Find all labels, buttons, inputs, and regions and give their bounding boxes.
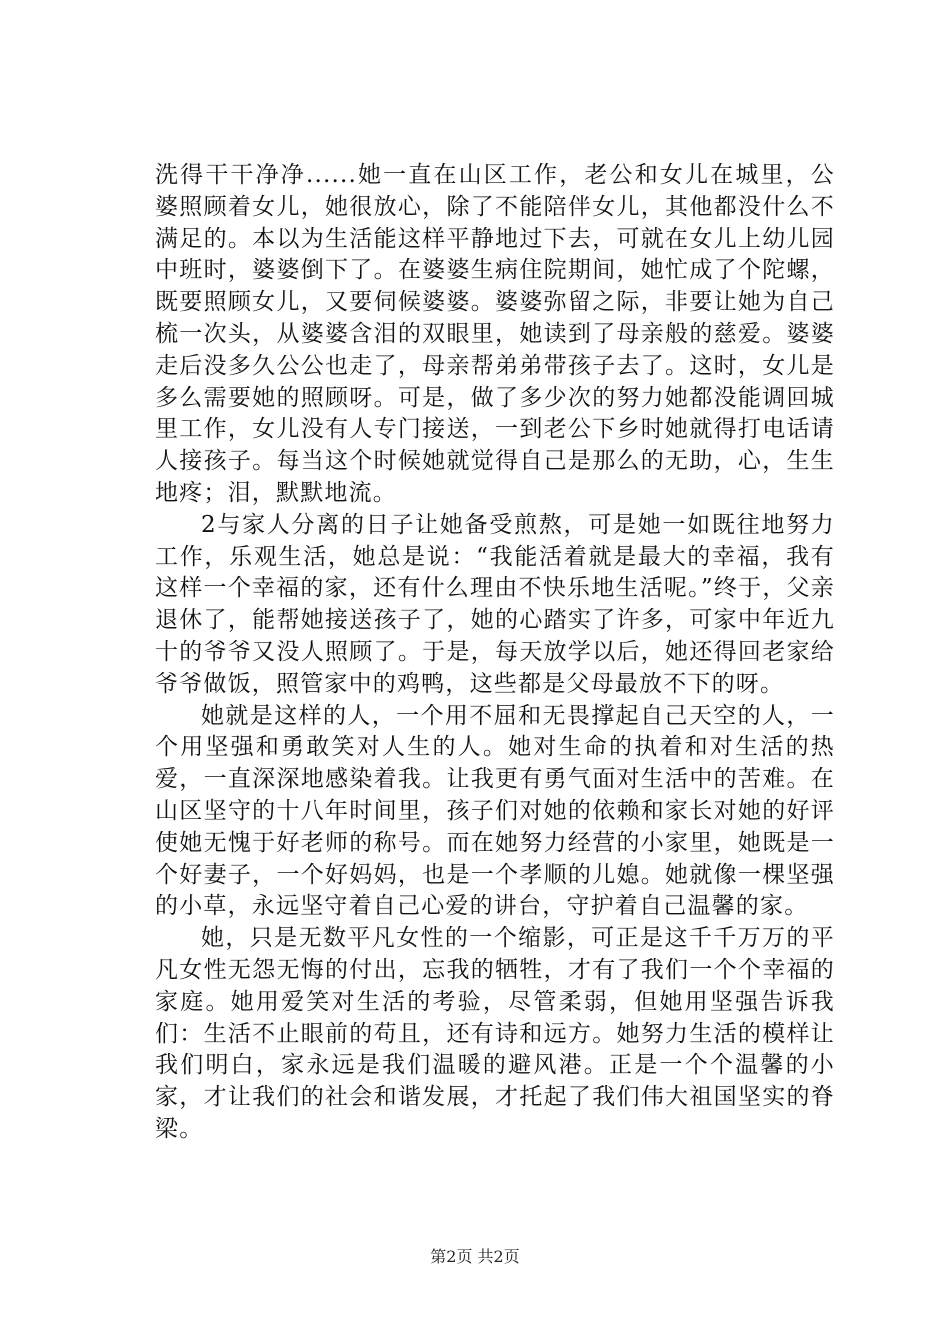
paragraph-2: 2与家人分离的日子让她备受煎熬，可是她一如既往地努力工作，乐观生活，她总是说：“我能活着就是最大的幸福，我有这样一个幸福的家，还有什么理由不快乐地生活呢。”终于，父亲退休了，能帮她接送孩子了，她的心踏实了许多，可家中年近九十的爷爷又没人照顾了。于是，每天放学以后，她还得回老家给爷爷做饭，照管家中的鸡鸭，这些都是父母最放不下的呀。 — [155, 511, 835, 697]
paragraph-1: 洗得干干净净......她一直在山区工作，老公和女儿在城里，公婆照顾着女儿，她很放心，除了不能陪伴女儿，其他都没什么不满足的。本以为生活能这样平静地过下去，可就在女儿上幼儿园中班时，婆婆倒下了。在婆婆生病住院期间，她忙成了个陀螺，既要照顾女儿，又要伺候婆婆。婆婆弥留之际，非要让她为自己梳一次头，从婆婆含泪的双眼里，她读到了母亲般的慈爱。婆婆走后没多久公公也走了，母亲帮弟弟带孩子去了。这时，女儿是多么需要她的照顾呀。可是，做了多少次的努力她都没能调回城里工作，女儿没有人专门接送，一到老公下乡时她就得打电话请人接孩子。每当这个时候她就觉得自己是那么的无助，心，生生地疼；泪，默默地流。 — [155, 162, 835, 506]
paragraph-3: 她就是这样的人，一个用不屈和无畏撑起自己天空的人，一个用坚强和勇敢笑对人生的人。她对生命的执着和对生活的热爱，一直深深地感染着我。让我更有勇气面对生活中的苦难。在山区坚守的十八年时间里，孩子们对她的依赖和家长对她的好评使她无愧于好老师的称号。而在她努力经营的小家里，她既是一个好妻子，一个好妈妈，也是一个孝顺的儿媳。她就像一棵坚强的小草，永远坚守着自己心爱的讲台，守护着自己温馨的家。 — [155, 702, 835, 920]
page-number-footer: 第2页 共2页 — [430, 1247, 520, 1266]
document-body — [155, 160, 835, 1146]
paragraph-4: 她，只是无数平凡女性的一个缩影，可正是这千千万万的平凡女性无怨无悔的付出，忘我的牺牲，才有了我们一个个幸福的家庭。她用爱笑对生活的考验，尽管柔弱，但她用坚强告诉我们：生活不止眼前的苟且，还有诗和远方。她努力生活的模样让我们明白，家永远是我们温暖的避风港。正是一个个温馨的小家，才让我们的社会和谐发展，才托起了我们伟大祖国坚实的脊梁。 — [155, 925, 835, 1142]
